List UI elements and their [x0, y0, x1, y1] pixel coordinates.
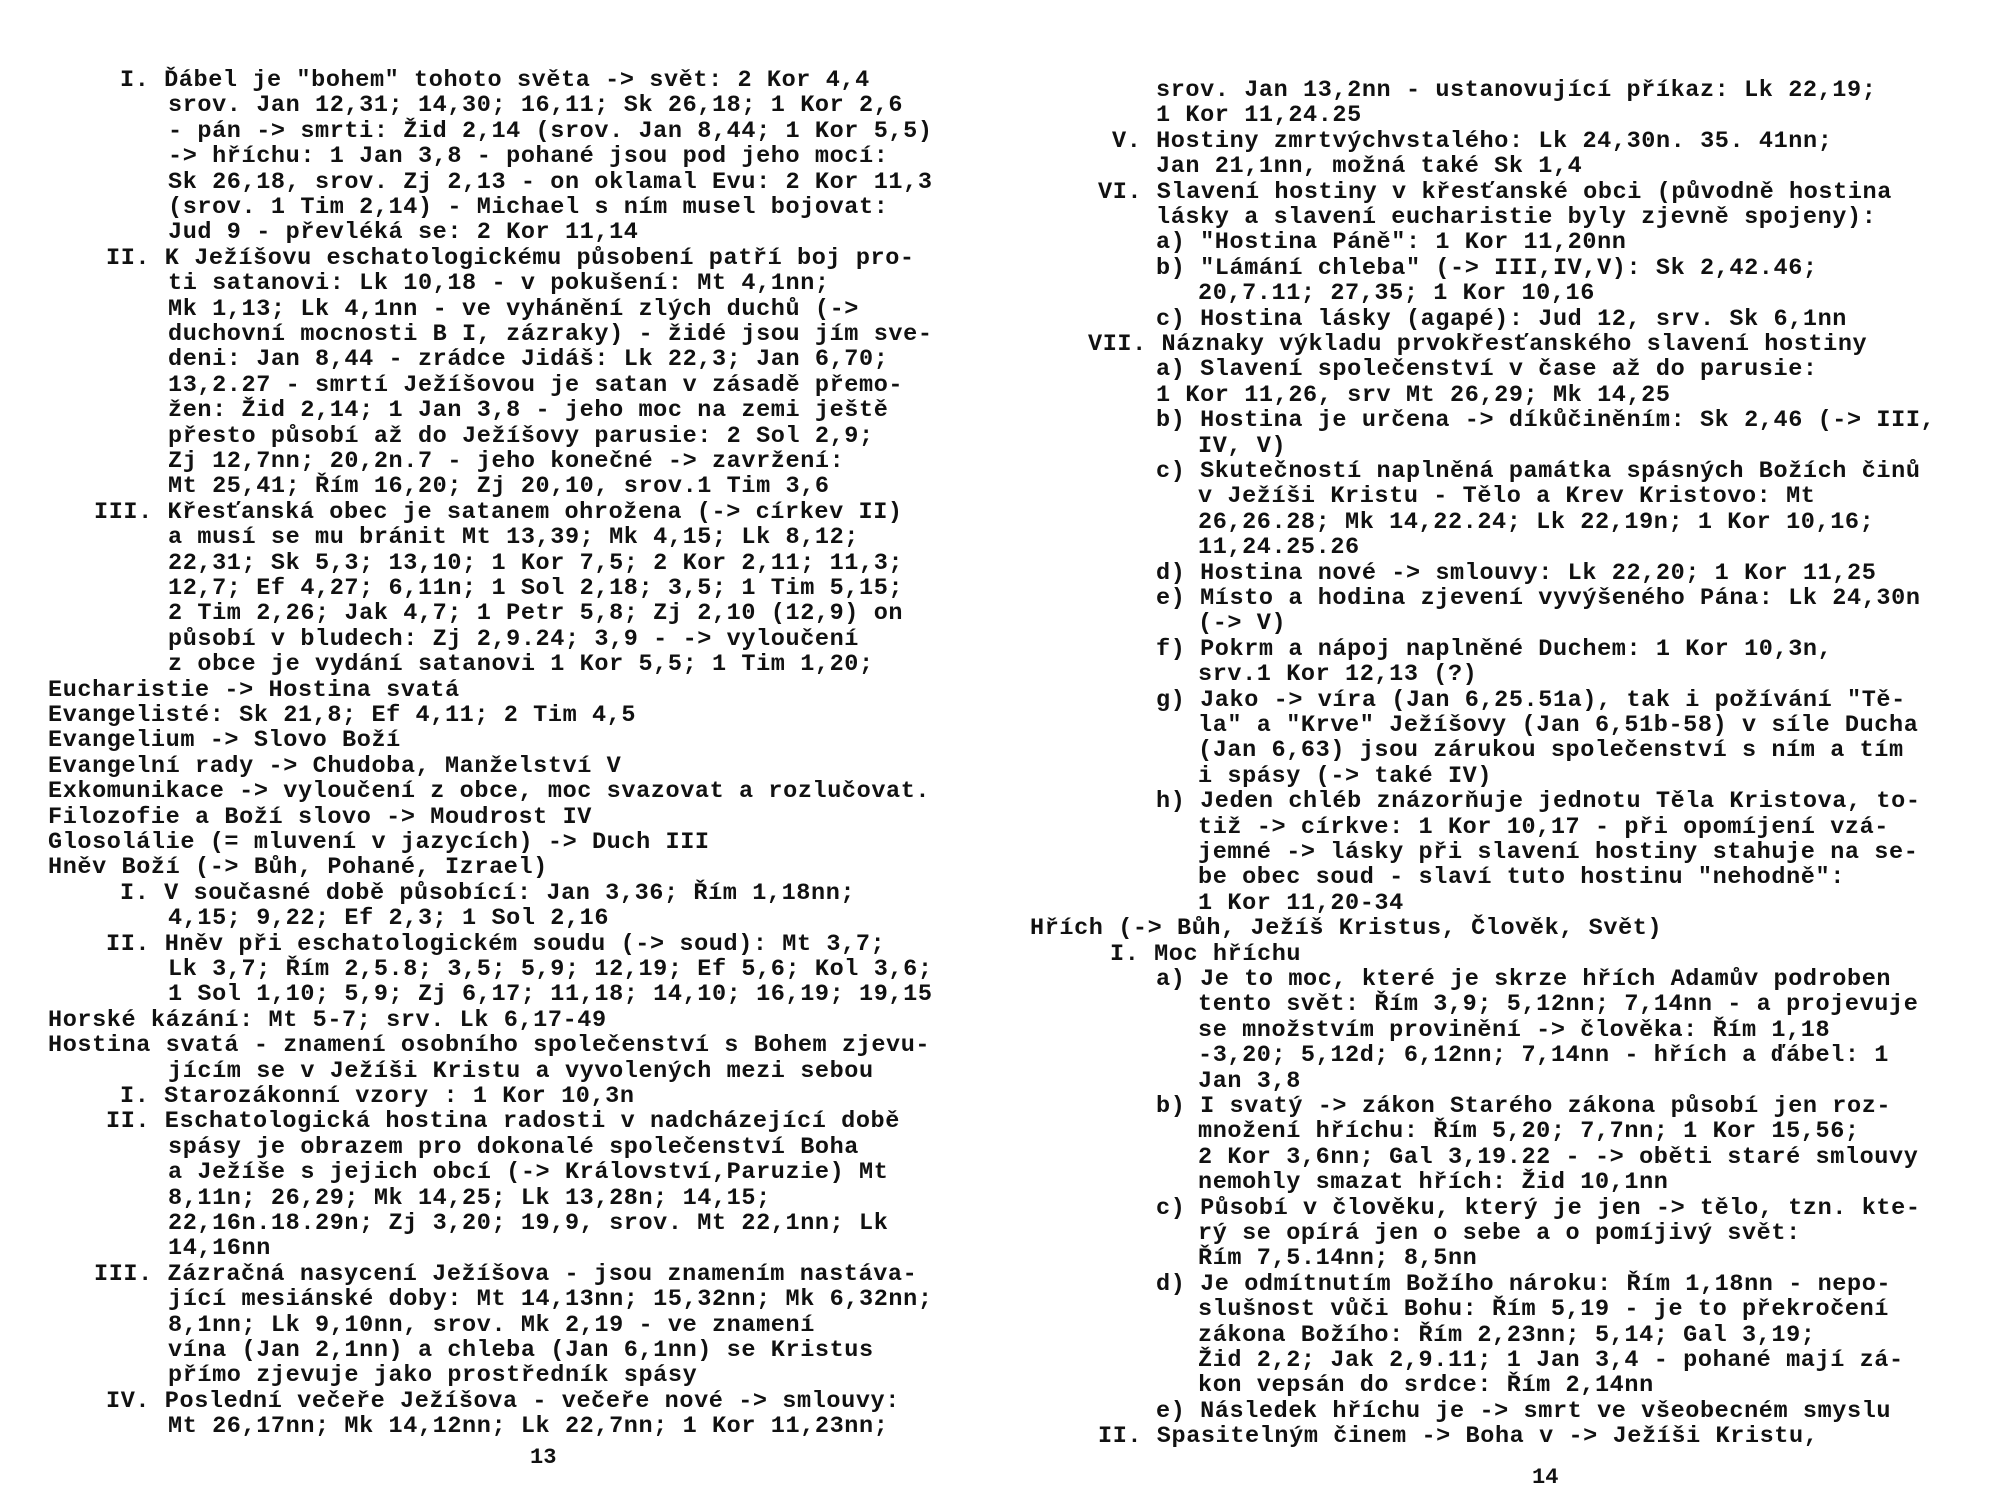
text-line: v Ježíši Kristu - Tělo a Krev Kristovo: Mt	[1198, 483, 1816, 511]
text-line: 4,15; 9,22; Ef 2,3; 1 Sol 2,16	[168, 905, 610, 933]
text-line: IV. Poslední večeře Ježíšova - večeře nové -> smlouvy:	[106, 1387, 900, 1415]
text-line: 1 Kor 11,20-34	[1198, 889, 1404, 917]
text-line: b) Hostina je určena -> díkůčiněním: Sk 2,46 (-> III,	[1156, 407, 1936, 435]
text-line: c) Hostina lásky (agapé): Jud 12, srv. Sk 6,1nn	[1156, 305, 1848, 333]
text-line: 8,1nn; Lk 9,10nn, srov. Mk 2,19 - ve znamení	[168, 1311, 815, 1339]
text-line: tiž -> církve: 1 Kor 10,17 - při opomíjení vzá-	[1198, 813, 1890, 841]
text-line: d) Hostina nové -> smlouvy: Lk 22,20; 1 Kor 11,25	[1156, 559, 1877, 587]
text-line: 1 Kor 11,26, srv Mt 26,29; Mk 14,25	[1156, 381, 1671, 409]
text-line: jící mesiánské doby: Mt 14,13nn; 15,32nn; Mk 6,32nn;	[168, 1286, 933, 1314]
text-line: f) Pokrm a nápoj naplněné Duchem: 1 Kor 10,3n,	[1156, 635, 1833, 663]
text-line: Mt 25,41; Řím 16,20; Zj 20,10, srov.1 Tim 3,6	[168, 473, 830, 501]
text-line: III. Zázračná nasycení Ježíšova - jsou znamením nastáva-	[94, 1260, 918, 1288]
text-line: Mt 26,17nn; Mk 14,12nn; Lk 22,7nn; 1 Kor 11,23nn;	[168, 1413, 889, 1441]
text-line: 11,24.25.26	[1198, 534, 1360, 562]
text-line: Hřích (-> Bůh, Ježíš Kristus, Člověk, Svět)	[1030, 915, 1663, 943]
text-line: Jud 9 - převléká se: 2 Kor 11,14	[168, 219, 639, 247]
text-line: slušnost vůči Bohu: Řím 5,19 - je to překročení	[1198, 1296, 1890, 1324]
text-line: a) Je to moc, které je skrze hřích Adamův podroben	[1156, 966, 1892, 993]
text-line: 26,26.28; Mk 14,22.24; Lk 22,19n; 1 Kor 10,16;	[1198, 508, 1875, 536]
text-line: 13,2.27 - smrtí Ježíšovou je satan v zásadě přemo-	[168, 371, 904, 399]
text-line: tento svět: Řím 3,9; 5,12nn; 7,14nn - a projevuje	[1198, 991, 1919, 1019]
text-line: Glosolálie (= mluvení v jazycích) -> Duch III	[48, 829, 710, 856]
text-line: Filozofie a Boží slovo -> Moudrost IV	[48, 803, 592, 831]
text-line: srov. Jan 13,2nn - ustanovující příkaz: Lk 22,19;	[1156, 77, 1877, 104]
text-line: i spásy (-> také IV)	[1198, 762, 1493, 790]
text-line: a) Slavení společenství v čase až do parusie:	[1156, 356, 1818, 384]
text-line: VI. Slavení hostiny v křesťanské obci (původně hostina	[1098, 178, 1892, 206]
text-line: (srov. 1 Tim 2,14) - Michael s ním musel bojovat:	[168, 194, 889, 221]
page-number: 14	[1532, 1465, 1559, 1490]
text-line: 8,11n; 26,29; Mk 14,25; Lk 13,28n; 14,15;	[168, 1184, 771, 1212]
text-line: 1 Sol 1,10; 5,9; Zj 6,17; 11,18; 14,10; 16,19; 19,15	[168, 981, 933, 1009]
text-line: množení hříchu: Řím 5,20; 7,7nn; 1 Kor 15,56;	[1198, 1118, 1860, 1146]
text-line: I. Ďábel je "bohem" tohoto světa -> svět: 2 Kor 4,4	[120, 67, 870, 94]
text-line: se množstvím provinění -> člověka: Řím 1,18	[1198, 1016, 1831, 1044]
text-line: II. Eschatologická hostina radosti v nadcházející době	[106, 1108, 900, 1136]
text-line: Evangelium -> Slovo Boží	[48, 727, 401, 755]
text-line: rý se opírá jen o sebe a o pomíjivý svět:	[1198, 1220, 1801, 1247]
text-line: Horské kázání: Mt 5-7; srv. Lk 6,17-49	[48, 1006, 607, 1034]
text-line: e) Následek hříchu je -> smrt ve všeobecném smyslu	[1156, 1397, 1892, 1425]
text-line: 2 Kor 3,6nn; Gal 3,19.22 - -> oběti staré smlouvy	[1198, 1143, 1919, 1171]
text-line: III. Křesťanská obec je satanem ohrožena (-> církev II)	[94, 498, 903, 526]
text-line: 20,7.11; 27,35; 1 Kor 10,16	[1198, 280, 1595, 308]
text-line: I. Moc hříchu	[1110, 940, 1302, 968]
text-line: II. Hněv při eschatologickém soudu (-> soud): Mt 3,7;	[106, 930, 886, 958]
text-line: ti satanovi: Lk 10,18 - v pokušení: Mt 4,1nn;	[168, 270, 830, 298]
text-line: Řím 7,5.14nn; 8,5nn	[1198, 1245, 1478, 1273]
text-line: deni: Jan 8,44 - zrádce Jidáš: Lk 22,3; Jan 6,70;	[168, 346, 889, 374]
text-line: duchovní mocnosti B I, zázraky) - židé jsou jím sve-	[168, 321, 933, 348]
text-line: Hostina svatá - znamení osobního společenství s Bohem zjevu-	[48, 1032, 931, 1060]
text-line: I. Starozákonní vzory : 1 Kor 10,3n	[120, 1083, 635, 1110]
text-line: V. Hostiny zmrtvýchvstalého: Lk 24,30n. 35. 41nn;	[1112, 127, 1833, 155]
text-line: z obce je vydání satanovi 1 Kor 5,5; 1 Tim 1,20;	[168, 651, 874, 679]
text-line: VII. Náznaky výkladu prvokřesťanského slavení hostiny	[1088, 331, 1868, 358]
text-line: jemné -> lásky při slavení hostiny stahuje na se-	[1198, 839, 1919, 866]
text-line: 22,16n.18.29n; Zj 3,20; 19,9, srov. Mt 22,1nn; Lk	[168, 1210, 889, 1237]
text-line: Jan 21,1nn, možná také Sk 1,4	[1156, 153, 1583, 181]
text-line: Eucharistie -> Hostina svatá	[48, 676, 460, 704]
text-line: Evangelní rady -> Chudoba, Manželství V	[48, 752, 622, 780]
text-line: spásy je obrazem pro dokonalé společenství Boha	[168, 1133, 860, 1161]
text-line: kon vepsán do srdce: Řím 2,14nn	[1198, 1372, 1654, 1400]
text-line: I. V současné době působící: Jan 3,36; Řím 1,18nn;	[120, 879, 856, 907]
text-line: a Ježíše s jejich obcí (-> Království,Paruzie) Mt	[168, 1159, 889, 1187]
text-line: jícím se v Ježíši Kristu a vyvolených mezi sebou	[168, 1057, 874, 1085]
text-line: žen: Žid 2,14; 1 Jan 3,8 - jeho moc na zemi ještě	[168, 397, 889, 425]
text-line: Hněv Boží (-> Bůh, Pohané, Izrael)	[48, 854, 548, 882]
text-line: II. Spasitelným činem -> Boha v -> Ježíši Kristu,	[1098, 1423, 1819, 1451]
text-line: Jan 3,8	[1198, 1067, 1301, 1095]
text-line: be obec soud - slaví tuto hostinu "nehodně":	[1198, 864, 1845, 892]
text-line: Exkomunikace -> vyloučení z obce, moc svazovat a rozlučovat.	[48, 778, 931, 806]
text-line: (-> V)	[1198, 610, 1287, 638]
text-line: e) Místo a hodina zjevení vyvýšeného Pána: Lk 24,30n	[1156, 585, 1921, 612]
text-line: - pán -> smrti: Žid 2,14 (srov. Jan 8,44; 1 Kor 5,5)	[168, 117, 933, 145]
text-line: g) Jako -> víra (Jan 6,25.51a), tak i požívání "Tě-	[1156, 686, 1906, 714]
text-line: 12,7; Ef 4,27; 6,11n; 1 Sol 2,18; 3,5; 1 Tim 5,15;	[168, 575, 904, 602]
text-line: 22,31; Sk 5,3; 13,10; 1 Kor 7,5; 2 Kor 2,11; 11,3;	[168, 549, 904, 577]
text-line: Zj 12,7nn; 20,2n.7 - jeho konečné -> zavržení:	[168, 448, 845, 475]
text-line: 1 Kor 11,24.25	[1156, 102, 1362, 130]
text-line: přímo zjevuje jako prostředník spásy	[168, 1362, 698, 1390]
text-line: a) "Hostina Páně": 1 Kor 11,20nn	[1156, 229, 1627, 257]
text-line: srv.1 Kor 12,13 (?)	[1198, 661, 1478, 689]
text-line: (Jan 6,63) jsou zárukou společenství s ním a tím	[1198, 737, 1904, 765]
text-line: c) Působí v člověku, který je jen -> tělo, tzn. kte-	[1156, 1194, 1921, 1222]
text-line: c) Skutečností naplněná památka spásných Božích činů	[1156, 458, 1921, 485]
text-line: d) Je odmítnutím Božího nároku: Řím 1,18nn - nepo-	[1156, 1270, 1892, 1298]
text-line: la" a "Krve" Ježíšovy (Jan 6,51b-58) v síle Ducha	[1198, 712, 1919, 739]
text-line: a musí se mu bránit Mt 13,39; Mk 4,15; Lk 8,12;	[168, 524, 860, 552]
text-line: 14,16nn	[168, 1235, 271, 1263]
text-line: vína (Jan 2,1nn) a chleba (Jan 6,1nn) se Kristus	[168, 1337, 874, 1364]
text-line: Sk 26,18, srov. Zj 2,13 - on oklamal Evu: 2 Kor 11,3	[168, 168, 933, 196]
page-number: 13	[530, 1445, 557, 1470]
text-line: nemohly smazat hřích: Žid 10,1nn	[1198, 1169, 1669, 1197]
text-line: přesto působí až do Ježíšovy parusie: 2 Sol 2,9;	[168, 422, 874, 450]
text-line: působí v bludech: Zj 2,9.24; 3,9 - -> vyloučení	[168, 625, 860, 653]
text-line: II. K Ježíšovu eschatologickému působení patří boj pro-	[106, 244, 915, 272]
text-line: Lk 3,7; Řím 2,5.8; 3,5; 5,9; 12,19; Ef 5,6; Kol 3,6;	[168, 956, 933, 983]
text-line: h) Jeden chléb znázorňuje jednotu Těla Kristova, to-	[1156, 788, 1921, 816]
text-line: zákona Božího: Řím 2,23nn; 5,14; Gal 3,19;	[1198, 1321, 1816, 1349]
text-line: lásky a slavení eucharistie byly zjevně spojeny):	[1156, 204, 1877, 231]
text-line: Mk 1,13; Lk 4,1nn - ve vyhánění zlých duchů (->	[168, 295, 860, 323]
text-line: -3,20; 5,12d; 6,12nn; 7,14nn - hřích a ďábel: 1	[1198, 1042, 1890, 1070]
text-line: b) I svatý -> zákon Starého zákona působí jen roz-	[1156, 1093, 1892, 1120]
text-line: b) "Lámání chleba" (-> III,IV,V): Sk 2,42.46;	[1156, 254, 1818, 282]
text-line: IV, V)	[1198, 432, 1287, 460]
text-line: Žid 2,2; Jak 2,9.11; 1 Jan 3,4 - pohané mají zá-	[1198, 1347, 1904, 1374]
text-line: 2 Tim 2,26; Jak 4,7; 1 Petr 5,8; Zj 2,10 (12,9) on	[168, 600, 904, 628]
text-line: Evangelisté: Sk 21,8; Ef 4,11; 2 Tim 4,5	[48, 702, 637, 729]
text-line: srov. Jan 12,31; 14,30; 16,11; Sk 26,18; 1 Kor 2,6	[168, 92, 904, 120]
text-line: -> hříchu: 1 Jan 3,8 - pohané jsou pod jeho mocí:	[168, 143, 889, 171]
right-page	[1002, 0, 2004, 1500]
